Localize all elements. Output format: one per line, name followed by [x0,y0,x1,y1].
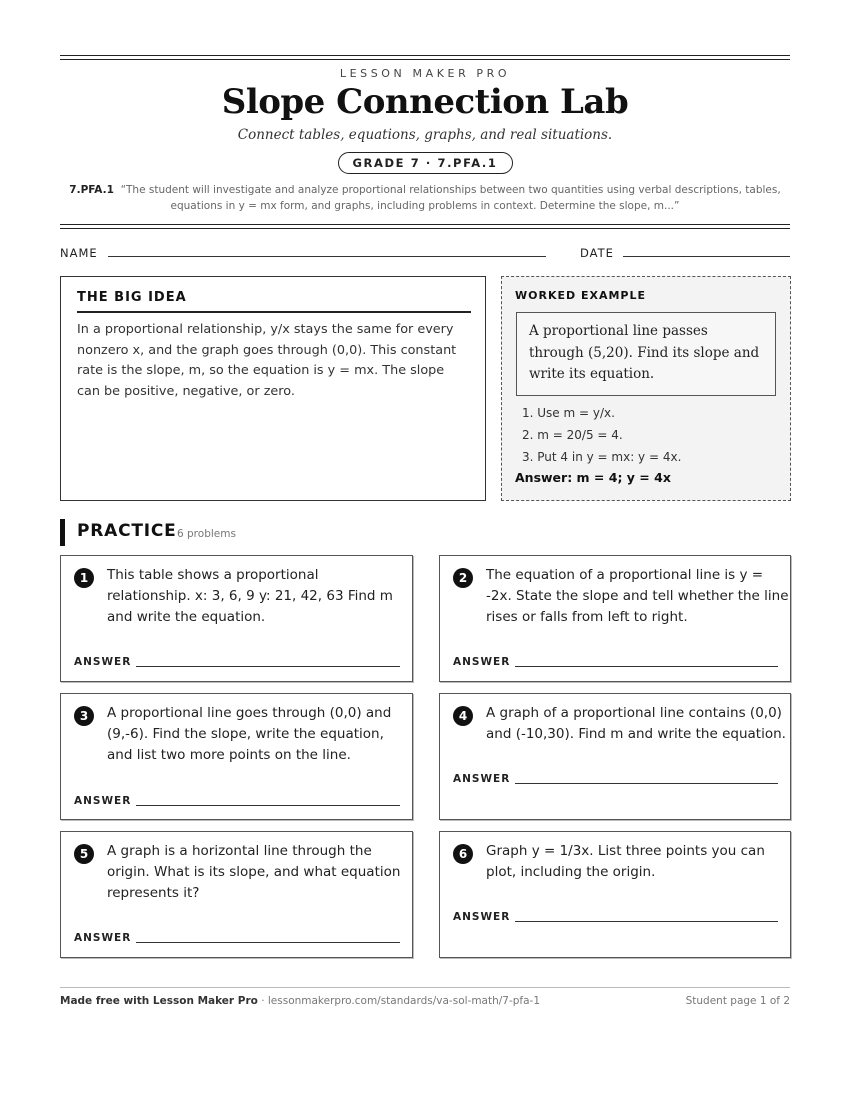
answer-field[interactable] [136,805,400,806]
worked-step: 3. Put 4 in y = mx: y = 4x. [522,450,682,464]
page-subtitle: Connect tables, equations, graphs, and real situations. [237,127,613,143]
page-title: Slope Connection Lab [221,82,629,122]
worked-example-steps [522,402,681,468]
worked-example-heading: WORKED EXAMPLE [515,289,646,302]
name-field[interactable] [108,256,546,257]
problem-number: 2 [453,568,473,588]
answer-label: ANSWER [74,932,132,944]
problem-text: The equation of a proportional line is y = -2x. State the slope and tell whether the line rises or falls from left to right. [486,567,789,625]
grade-badge: GRADE 7 · 7.PFA.1 [338,152,513,174]
top-double-rule [60,55,790,60]
answer-label: ANSWER [453,911,511,923]
problem-card-6 [439,831,791,958]
problem-text: Graph y = 1/3x. List three points you can plot, including the origin. [486,843,765,880]
worked-step: 2. m = 20/5 = 4. [522,428,623,442]
problem-card-1 [60,555,413,682]
name-label: NAME [60,246,98,260]
answer-field[interactable] [136,942,400,943]
answer-field[interactable] [515,666,778,667]
big-idea-text: In a proportional relationship, y/x stays the same for every nonzero x, and the graph goes through (0,0). This constant rate is the slope, m, so the equation is y = mx. The slope can be positive, negative, or zero. [77,322,457,399]
footer-page-number: Student page 1 of 2 [685,995,790,1007]
worked-step: 1. Use m = y/x. [522,406,615,420]
problem-number: 3 [74,706,94,726]
date-label: DATE [580,246,614,260]
standard-code: 7.PFA.1 [69,184,114,196]
answer-field[interactable] [515,783,778,784]
header-double-rule [60,224,790,229]
footer-rule [60,987,790,988]
big-idea-box [60,276,486,501]
problem-card-3 [60,693,413,820]
problem-number: 5 [74,844,94,864]
problem-card-5 [60,831,413,958]
answer-label: ANSWER [453,773,511,785]
answer-field[interactable] [136,666,400,667]
worked-example-answer: Answer: m = 4; y = 4x [515,470,671,485]
worked-example-problem: A proportional line passes through (5,20). Find its slope and write its equation. [516,312,776,396]
footer-made-with: Made free with Lesson Maker Pro [60,995,258,1007]
footer-credit [60,995,540,1007]
brand-name: LESSON MAKER PRO [339,67,511,80]
answer-label: ANSWER [453,656,511,668]
problem-number: 4 [453,706,473,726]
problem-number: 6 [453,844,473,864]
big-idea-heading: THE BIG IDEA [77,290,471,313]
problem-card-2 [439,555,791,682]
answer-label: ANSWER [74,656,132,668]
worked-example-box [501,276,791,501]
problem-text: This table shows a proportional relationship. x: 3, 6, 9 y: 21, 42, 63 Find m and write the equation. [107,567,393,625]
standard-description [60,182,790,214]
standard-text: “The student will investigate and analyze proportional relationships between two quantities using verbal descriptions, tables, equations in y = mx form, and graphs, including problems in context. Determine the slope, m...” [120,184,781,212]
answer-field[interactable] [515,921,778,922]
problem-text: A proportional line goes through (0,0) and (9,-6). Find the slope, write the equation, and list two more points on the line. [107,705,392,763]
practice-accent-bar [60,519,65,546]
problem-card-4 [439,693,791,820]
problem-text: A graph is a horizontal line through the origin. What is its slope, and what equation represents it? [107,843,401,901]
problem-text: A graph of a proportional line contains (0,0) and (-10,30). Find m and write the equation. [486,705,786,742]
answer-label: ANSWER [74,795,132,807]
problem-number: 1 [74,568,94,588]
footer-url[interactable]: · lessonmakerpro.com/standards/va-sol-math/7-pfa-1 [257,995,541,1007]
date-field[interactable] [623,256,790,257]
practice-count: 6 problems [177,528,236,540]
practice-heading: PRACTICE [77,521,177,541]
